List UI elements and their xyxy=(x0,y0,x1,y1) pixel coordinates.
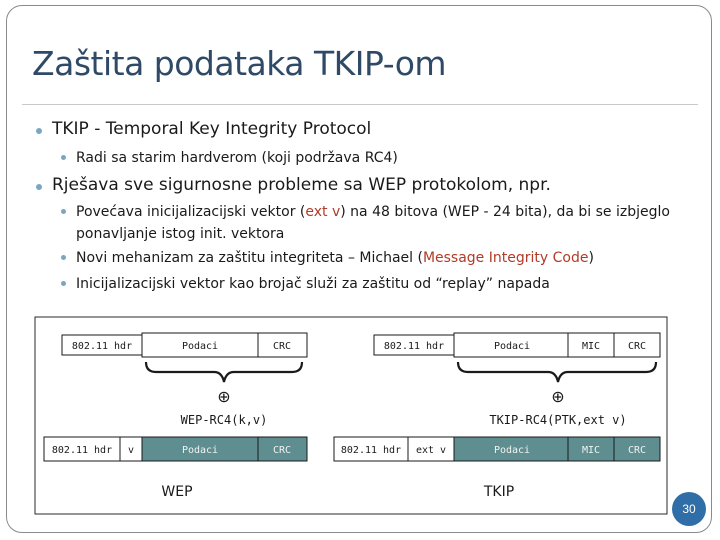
tkip-bot-hdr: 802.11 hdr xyxy=(340,445,402,456)
tkip-bot-data: Podaci xyxy=(493,445,531,456)
tkip-top-mic: MIC xyxy=(581,341,601,352)
wep-label: WEP xyxy=(161,484,193,500)
bullet-mic-text-a: Novi mehanizam za zaštitu integriteta – Michael ( xyxy=(76,250,423,266)
bullet-solves: Rješava sve sigurnosne probleme sa WEP protokolom, npr. xyxy=(52,175,551,195)
wep-bot-hdr: 802.11 hdr xyxy=(51,445,113,456)
tkip-top-crc: CRC xyxy=(627,341,647,352)
slide-title: Zaštita podataka TKIP-om xyxy=(32,44,447,83)
page-number-badge: 30 xyxy=(672,492,706,526)
tkip-top-hdr: 802.11 hdr xyxy=(383,341,445,352)
bullet-iv-text-c: ) na 48 bitova (WEP - 24 bita), da bi se izbjeglo xyxy=(340,204,670,220)
tkip-label: TKIP xyxy=(483,484,515,500)
wep-bot-crc: CRC xyxy=(272,445,292,456)
bullet-iv-continued: ponavljanje istog init. vektora xyxy=(76,226,285,242)
bullet-iv-text-a: Povećava inicijalizacijski vektor ( xyxy=(76,204,306,220)
wep-top-crc: CRC xyxy=(272,341,292,352)
wep-function-label: WEP-RC4(k,v) xyxy=(180,413,268,427)
wep-xor-symbol: ⊕ xyxy=(217,387,231,406)
bullet-mic-text-c: ) xyxy=(588,250,594,266)
bullet-tkip: TKIP - Temporal Key Integrity Protocol xyxy=(52,119,372,139)
bullet-tkip-sub: Radi sa starim hardverom (koji podržava RC4) xyxy=(76,150,398,166)
bullet-iv-ext-v: ext v xyxy=(305,204,341,220)
wep-bot-data: Podaci xyxy=(181,445,219,456)
wep-bot-v: v xyxy=(127,445,135,456)
tkip-bot-mic: MIC xyxy=(581,445,601,456)
wep-top-data: Podaci xyxy=(181,341,219,352)
bullet-replay: Inicijalizacijski vektor kao brojač služi za zaštitu od “replay” napada xyxy=(76,276,550,292)
tkip-bot-extv: ext v xyxy=(415,445,447,456)
wep-top-hdr: 802.11 hdr xyxy=(71,341,133,352)
tkip-bot-crc: CRC xyxy=(627,445,647,456)
tkip-function-label: TKIP-RC4(PTK,ext v) xyxy=(489,413,627,427)
tkip-top-data: Podaci xyxy=(493,341,531,352)
tkip-xor-symbol: ⊕ xyxy=(551,387,565,406)
bullet-mic-highlight: Message Integrity Code xyxy=(422,250,589,266)
